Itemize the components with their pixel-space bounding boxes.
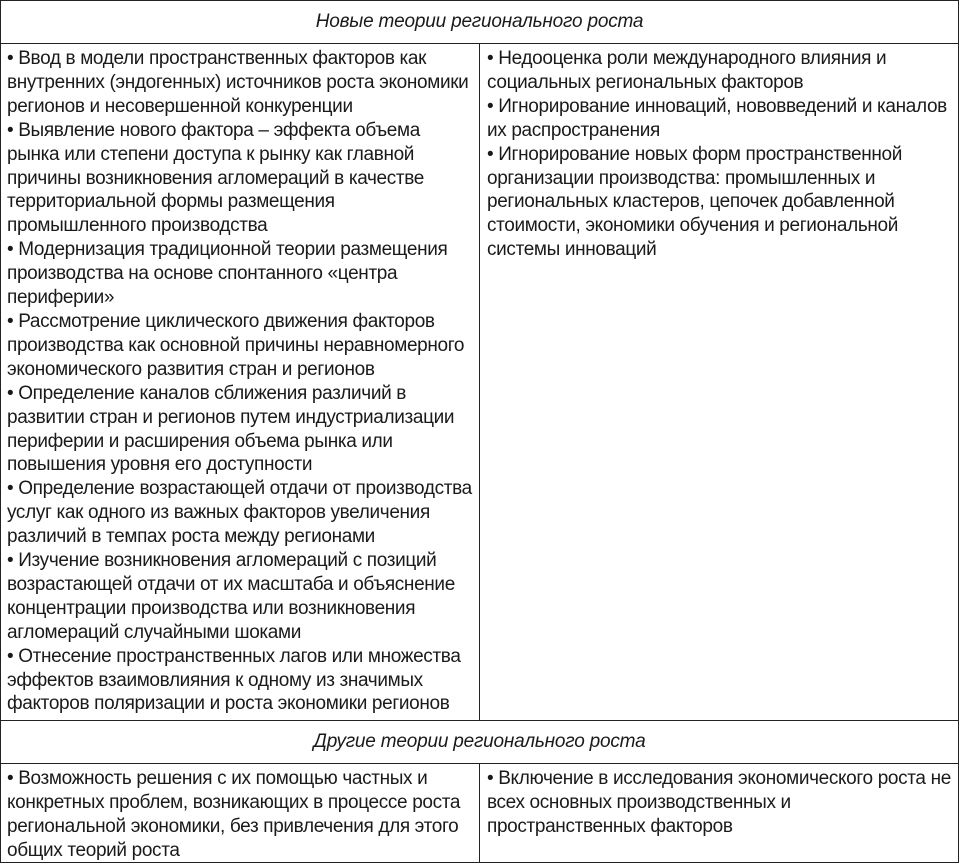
- table-row: [1, 44, 958, 721]
- list-item: • Включение в исследования экономического роста не всех основных производственных и пространственных факторов: [487, 768, 951, 837]
- list-item: • Игнорирование инноваций, нововведений и каналов их распространения: [487, 95, 947, 141]
- list-item: • Игнорирование новых форм пространственной организации производства: промышленных и региональных кластеров, цепочек добавленной стоимости, экономики обучения и региональной системы инноваций: [487, 143, 903, 261]
- advantages-cell: [1, 44, 480, 720]
- list-item: • Модернизация традиционной теории размещения производства на основе спонтанного «центра периферии»: [7, 239, 448, 309]
- disadvantages-cell: [480, 44, 958, 720]
- list-item: • Ввод в модели пространственных факторов как внутренних (эндогенных) источников роста экономики регионов и несовершенной конкуренции: [7, 48, 469, 117]
- list-item: • Возможность решения с их помощью частных и конкретных проблем, возникающих в процессе роста региональной экономики, без привлечения для этого общих теорий роста: [7, 768, 461, 861]
- section-title: Другие теории регионального роста: [313, 731, 646, 752]
- list-item: • Недооценка роли международного влияния и социальных региональных факторов: [487, 48, 887, 93]
- list-item: • Определение каналов сближения различий в развитии стран и регионов путем индустриализации периферии и расширения объема рынка или повышения уровня его доступности: [7, 382, 455, 476]
- table-row: [1, 764, 958, 862]
- section-header-new-theories: [1, 1, 958, 44]
- list-item: • Выявление нового фактора – эффекта объема рынка или степени доступа к рынку как главной причины возникновения агломераций в качестве территориальной формы размещения промышленного производства: [7, 119, 425, 237]
- disadvantages-cell: [480, 764, 958, 862]
- section-header-other-theories: [1, 721, 958, 764]
- advantages-cell: [1, 764, 480, 862]
- section-title: Новые теории регионального роста: [315, 11, 644, 32]
- list-item: • Определение возрастающей отдачи от производства услуг как одного из важных факторов увеличения различий в темпах роста между регионами: [7, 478, 472, 548]
- list-item: • Рассмотрение циклического движения факторов производства как основной причины неравномерного экономического развития стран и регионов: [7, 310, 465, 380]
- list-item: • Отнесение пространственных лагов или множества эффектов взаимовлияния к одному из значимых факторов поляризации и роста экономики регионов: [7, 645, 461, 715]
- list-item: • Изучение возникновения агломераций с позиций возрастающей отдачи от их масштаба и объяснение концентрации производства или возникновения агломераций случайными шоками: [7, 550, 455, 643]
